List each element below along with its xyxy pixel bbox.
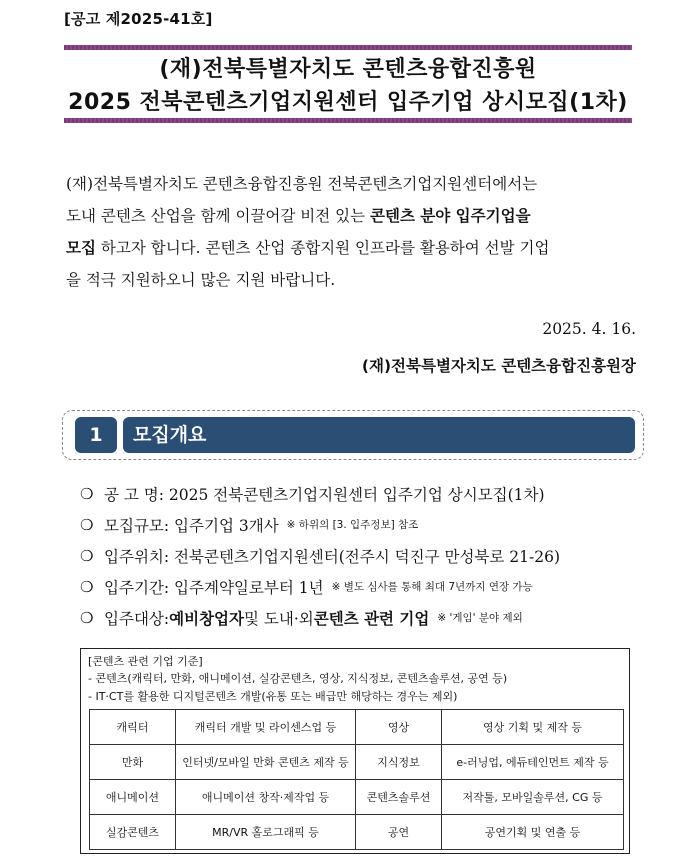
circle-bullet-icon: ❍ bbox=[80, 484, 94, 503]
title-bar-bottom bbox=[64, 118, 632, 123]
overview-item-emphasis: 예비창업자 bbox=[169, 609, 244, 628]
overview-item-period bbox=[80, 571, 660, 602]
section-header bbox=[62, 410, 644, 460]
issuer-name: (재)전북특별자치도 콘텐츠융합진흥원장 bbox=[361, 357, 636, 375]
table-cell-description: MR/VR 홀로그래픽 등 bbox=[176, 815, 356, 850]
notice-date: 2025. 4. 16. bbox=[542, 320, 636, 338]
overview-item-text: 입주대상: bbox=[104, 609, 170, 628]
table-row bbox=[90, 815, 624, 850]
overview-item-text: 모집규모: 입주기업 3개사 bbox=[104, 516, 279, 535]
table-cell-category: 지식정보 bbox=[356, 745, 442, 780]
overview-item-title bbox=[80, 478, 660, 509]
circle-bullet-icon: ❍ bbox=[80, 577, 94, 596]
table-cell-description: 영상 기획 및 제작 등 bbox=[442, 710, 624, 745]
overview-item-emphasis: 콘텐츠 관련 기업 bbox=[313, 609, 430, 628]
table-cell-category: 만화 bbox=[90, 745, 176, 780]
overview-item-note: ※ '게임' 분야 제외 bbox=[437, 612, 523, 624]
overview-item-text: 입주기간: 입주계약일로부터 1년 bbox=[104, 578, 324, 597]
table-cell-description: 애니메이션 창작·제작업 등 bbox=[176, 780, 356, 815]
table-row bbox=[90, 710, 624, 745]
intro-line-2-text: 도내 콘텐츠 산업을 함께 이끌어갈 비전 있는 bbox=[66, 207, 371, 225]
section-title: 모집개요 bbox=[123, 417, 635, 453]
intro-paragraph bbox=[66, 168, 636, 296]
section-number: 1 bbox=[75, 417, 117, 453]
criteria-heading: [콘텐츠 관련 기업 기준] bbox=[88, 655, 203, 668]
circle-bullet-icon: ❍ bbox=[80, 546, 94, 565]
table-cell-category: 캐릭터 bbox=[90, 710, 176, 745]
notice-number: [공고 제2025-41호] bbox=[64, 10, 213, 28]
table-cell-category: 영상 bbox=[356, 710, 442, 745]
intro-line-2-emphasis: 콘텐츠 분야 입주기업을 bbox=[370, 207, 531, 225]
table-cell-category: 공연 bbox=[356, 815, 442, 850]
title-line-2: 2025 전북콘텐츠기업지원센터 입주기업 상시모집(1차) bbox=[68, 90, 628, 115]
intro-line-3-text: 하고자 합니다. 콘텐츠 산업 종합지원 인프라를 활용하여 선발 기업 bbox=[95, 239, 550, 257]
criteria-box bbox=[80, 648, 630, 854]
intro-line-1: (재)전북특별자치도 콘텐츠융합진흥원 전북콘텐츠기업지원센터에서는 bbox=[66, 175, 538, 193]
circle-bullet-icon: ❍ bbox=[80, 515, 94, 534]
overview-item-note: ※ 하위의 [3. 입주정보] 참조 bbox=[286, 519, 419, 531]
intro-line-3 bbox=[66, 232, 636, 264]
table-cell-description: e-러닝업, 에듀테인먼트 제작 등 bbox=[442, 745, 624, 780]
table-cell-category: 실감콘텐츠 bbox=[90, 815, 176, 850]
table-cell-description: 공연기획 및 연출 등 bbox=[442, 815, 624, 850]
overview-list bbox=[80, 478, 660, 633]
overview-item-note: ※ 별도 심사를 통해 최대 7년까지 연장 가능 bbox=[331, 581, 533, 593]
intro-line-3-emphasis: 모집 bbox=[66, 239, 96, 257]
criteria-table bbox=[89, 709, 624, 850]
table-cell-category: 애니메이션 bbox=[90, 780, 176, 815]
overview-item-text: 및 도내·외 bbox=[244, 609, 314, 628]
criteria-line-2: - IT·CT를 활용한 디지털콘텐츠 개발(유통 또는 배급만 해당하는 경우는 제외) bbox=[88, 690, 458, 703]
overview-item-target bbox=[80, 602, 660, 633]
overview-item-text: 입주위치: 전북콘텐츠기업지원센터(전주시 덕진구 만성북로 21-26) bbox=[104, 547, 561, 566]
criteria-line-1: - 콘텐츠(캐릭터, 만화, 애니메이션, 실감콘텐츠, 영상, 지식정보, 콘텐츠솔루션, 공연 등) bbox=[88, 672, 508, 685]
table-row bbox=[90, 745, 624, 780]
overview-item-scale bbox=[80, 509, 660, 540]
title-line-1: (재)전북특별자치도 콘텐츠융합진흥원 bbox=[159, 57, 537, 82]
overview-item-text: 공 고 명: 2025 전북콘텐츠기업지원센터 입주기업 상시모집(1차) bbox=[104, 485, 545, 504]
table-cell-description: 인터넷/모바일 만화 콘텐츠 제작 등 bbox=[176, 745, 356, 780]
table-cell-description: 저작툴, 모바일솔루션, CG 등 bbox=[442, 780, 624, 815]
circle-bullet-icon: ❍ bbox=[80, 608, 94, 627]
table-cell-description: 캐릭터 개발 및 라이센스업 등 bbox=[176, 710, 356, 745]
title-block bbox=[64, 40, 632, 124]
table-row bbox=[90, 780, 624, 815]
overview-item-location bbox=[80, 540, 660, 571]
table-cell-category: 콘텐츠솔루션 bbox=[356, 780, 442, 815]
intro-line-2 bbox=[66, 200, 636, 232]
title-bar-top bbox=[64, 45, 632, 50]
intro-line-4: 을 적극 지원하오니 많은 지원 바랍니다. bbox=[66, 271, 336, 289]
